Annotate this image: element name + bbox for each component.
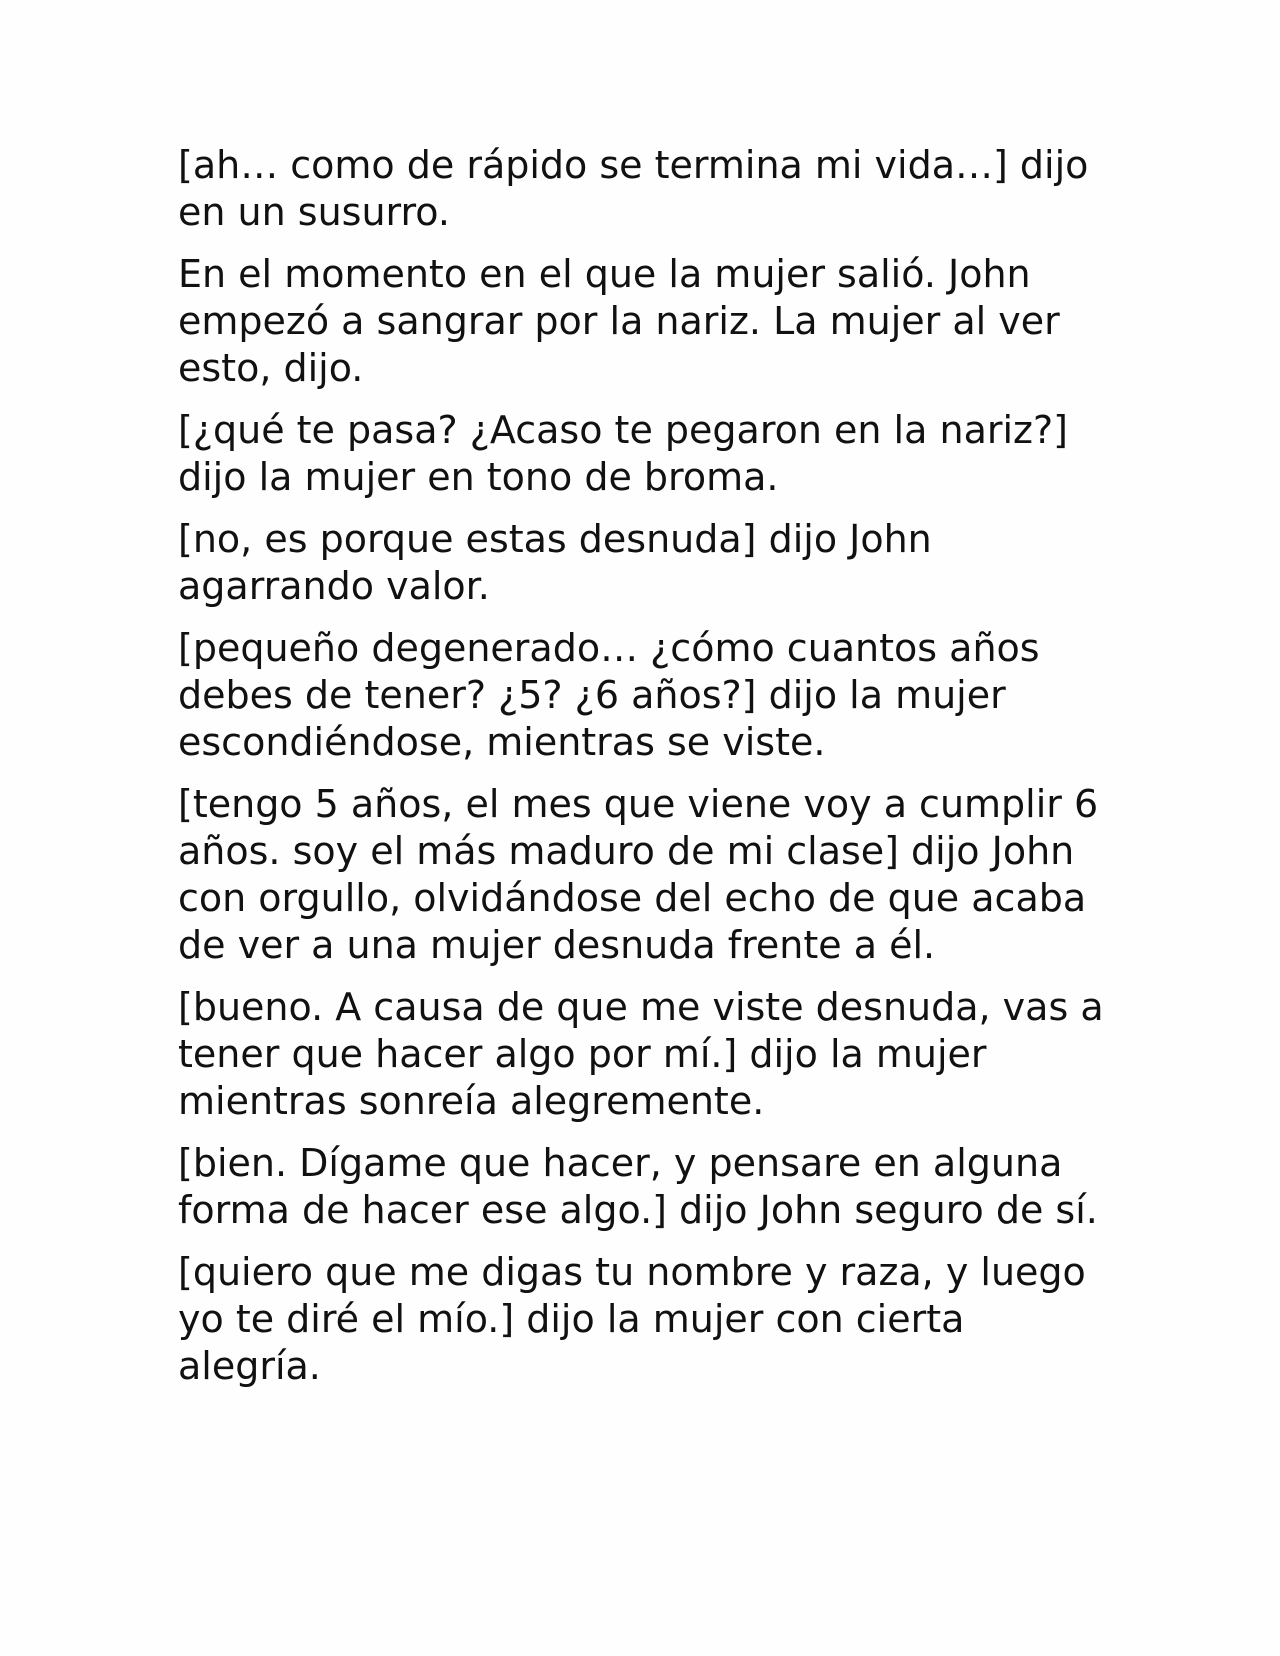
paragraph-4: [no, es porque estas desnuda] dijo John agarrando valor. — [178, 517, 932, 608]
document-text-body — [178, 142, 1108, 1405]
paragraph-8: [bien. Dígame que hacer, y pensare en alguna forma de hacer ese algo.] dijo John seguro de sí. — [178, 1141, 1098, 1232]
paragraph-3: [¿qué te pasa? ¿Acaso te pegaron en la nariz?] dijo la mujer en tono de broma. — [178, 408, 1068, 499]
paragraph-9: [quiero que me digas tu nombre y raza, y luego yo te diré el mío.] dijo la mujer con cierta alegría. — [178, 1250, 1086, 1388]
paragraph-5: [pequeño degenerado… ¿cómo cuantos años debes de tener? ¿5? ¿6 años?] dijo la mujer escondiéndose, mientras se viste. — [178, 626, 1040, 764]
paragraph-2: En el momento en el que la mujer salió. John empezó a sangrar por la nariz. La mujer al ver esto, dijo. — [178, 252, 1060, 390]
paragraph-1: [ah… como de rápido se termina mi vida…] dijo en un susurro. — [178, 143, 1089, 234]
paragraph-7: [bueno. A causa de que me viste desnuda, vas a tener que hacer algo por mí.] dijo la mujer mientras sonreía alegremente. — [178, 985, 1104, 1123]
paragraph-6: [tengo 5 años, el mes que viene voy a cumplir 6 años. soy el más maduro de mi clase] dijo John con orgullo, olvidándose del echo de que acaba de ver a una mujer desnuda frente a él. — [178, 782, 1099, 967]
